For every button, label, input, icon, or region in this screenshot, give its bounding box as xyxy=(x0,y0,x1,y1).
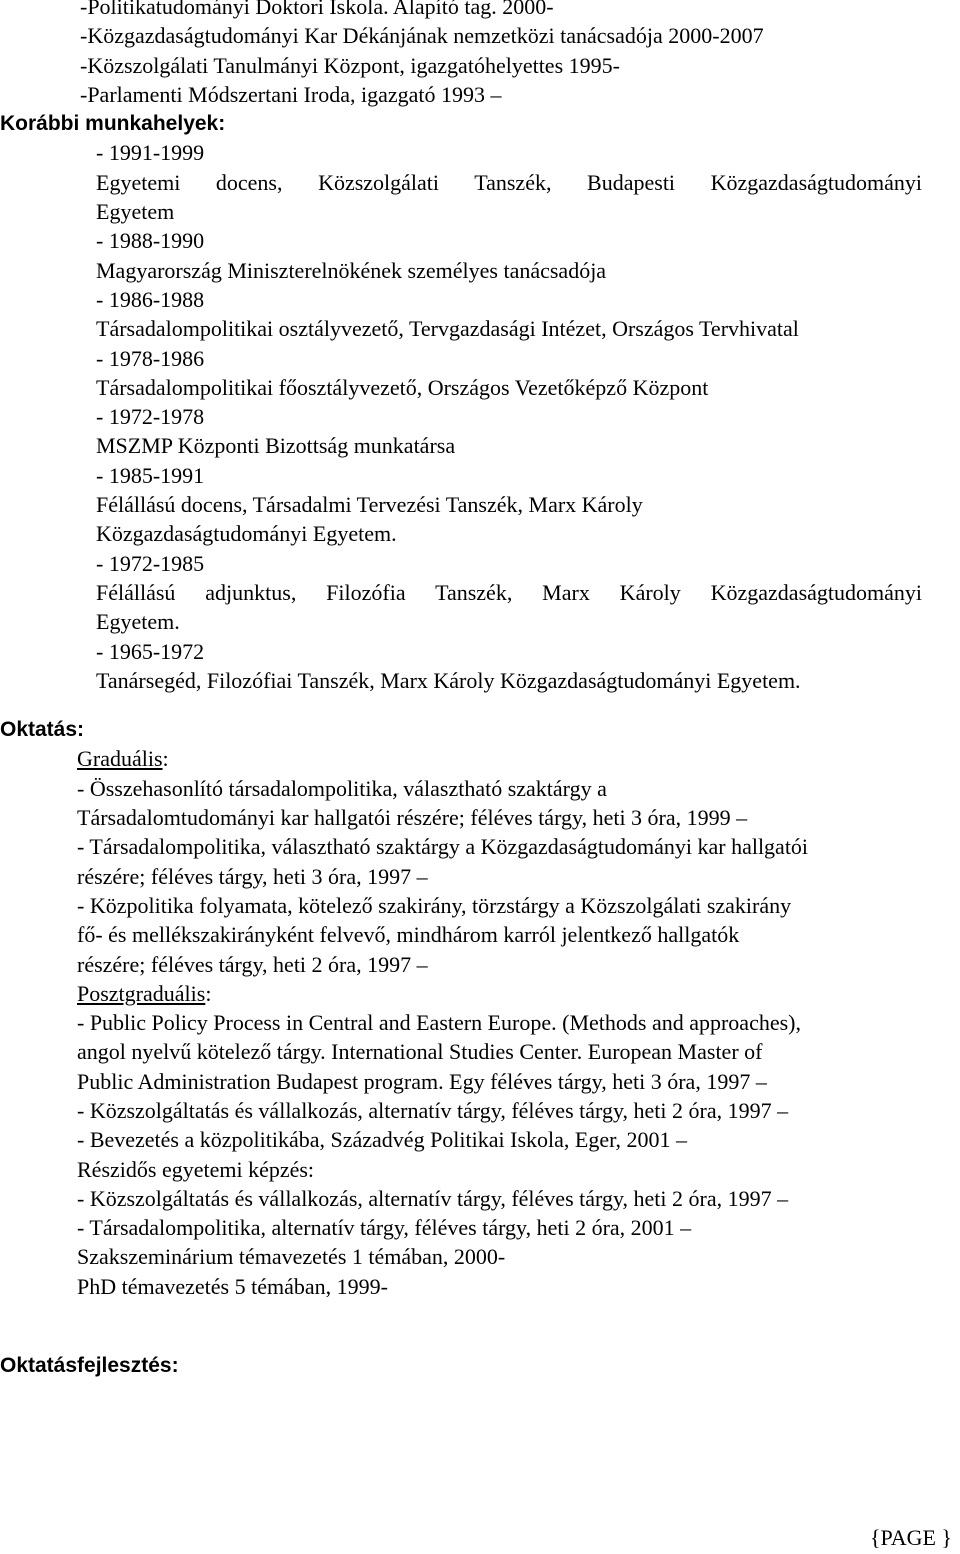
job-description: Társadalompolitikai osztályvezető, Tervgazdasági Intézet, Országos Tervhivatal xyxy=(96,316,799,342)
course-line: részére; féléves tárgy, heti 3 óra, 1997 – xyxy=(77,863,428,889)
course-line: - Társadalompolitika, választható szaktárgy a Közgazdaságtudományi kar hallgatói xyxy=(77,834,809,860)
course-line: részére; féléves tárgy, heti 2 óra, 1997 – xyxy=(77,951,428,977)
course-line: Public Administration Budapest program. Egy féléves tárgy, heti 3 óra, 1997 – xyxy=(77,1068,767,1094)
oktatasfejlesztes-heading: Oktatásfejlesztés: xyxy=(0,1354,179,1378)
job-entry xyxy=(0,402,960,461)
job-entry xyxy=(0,461,960,549)
postgraduate-label-line xyxy=(0,979,960,1008)
korabbi-section xyxy=(0,109,960,695)
job-description: MSZMP Központi Bizottság munkatársa xyxy=(96,433,456,459)
course-line: angol nyelvű kötelező tárgy. International Studies Center. European Master of xyxy=(77,1039,763,1065)
job-entry xyxy=(0,344,960,403)
postgraduate-colon: : xyxy=(205,980,212,1006)
course-line: - Public Policy Process in Central and Eastern Europe. (Methods and approaches), xyxy=(77,1010,801,1036)
course-line: - Társadalompolitika, alternatív tárgy, féléves tárgy, heti 2 óra, 2001 – xyxy=(77,1215,692,1241)
job-description: Egyetemi docens, Közszolgálati Tanszék, Budapesti Közgazdaságtudományi xyxy=(96,169,922,195)
job-description: Félállású docens, Társadalmi Tervezési Tanszék, Marx Károly xyxy=(96,492,643,518)
job-years: - 1986-1988 xyxy=(96,286,205,312)
job-entry xyxy=(0,285,960,344)
job-years: - 1985-1991 xyxy=(96,462,205,488)
parttime-label: Részidős egyetemi képzés: xyxy=(77,1156,315,1182)
job-entry xyxy=(0,138,960,226)
course-line: - Közszolgáltatás és vállalkozás, alternatív tárgy, féléves tárgy, heti 2 óra, 1997 – xyxy=(77,1185,789,1211)
job-years: - 1972-1985 xyxy=(96,550,205,576)
postgraduate-label: Posztgraduális xyxy=(77,980,206,1006)
course-line: Társadalomtudományi kar hallgatói részére; féléves tárgy, heti 3 óra, 1999 – xyxy=(77,805,748,831)
job-years: - 1991-1999 xyxy=(96,140,205,166)
graduate-label-line xyxy=(0,744,960,773)
job-years: - 1972-1978 xyxy=(96,404,205,430)
job-description-cont: Egyetem xyxy=(96,199,175,225)
job-description-cont: Közgazdaságtudományi Egyetem. xyxy=(96,521,397,547)
course-line: - Összehasonlító társadalompolitika, választható szaktárgy a xyxy=(77,775,607,801)
course-line: Szakszeminárium témavezetés 1 témában, 2000- xyxy=(77,1244,506,1270)
course-line: - Bevezetés a közpolitikába, Századvég Politikai Iskola, Eger, 2001 – xyxy=(77,1127,688,1153)
header-line: -Parlamenti Módszertani Iroda, igazgató 1993 – xyxy=(80,81,502,107)
oktatas-section xyxy=(0,715,960,1301)
job-years: - 1978-1986 xyxy=(96,345,205,371)
header-line: -Közszolgálati Tanulmányi Központ, igazgatóhelyettes 1995- xyxy=(80,52,620,78)
korabbi-heading: Korábbi munkahelyek: xyxy=(0,112,226,136)
course-line: fő- és mellékszakirányként felvevő, mindhárom karról jelentkező hallgatók xyxy=(77,922,740,948)
job-entry xyxy=(0,637,960,696)
job-description: Félállású adjunktus, Filozófia Tanszék, Marx Károly Közgazdaságtudományi xyxy=(96,579,922,605)
oktatasfejlesztes-section xyxy=(0,1351,960,1380)
course-line: - Közszolgáltatás és vállalkozás, alternatív tárgy, féléves tárgy, heti 2 óra, 1997 – xyxy=(77,1097,789,1123)
job-description: Társadalompolitikai főosztályvezető, Országos Vezetőképző Központ xyxy=(96,374,709,400)
course-line: - Közpolitika folyamata, kötelező szakirány, törzstárgy a Közszolgálati szakirány xyxy=(77,892,792,918)
oktatas-heading: Oktatás: xyxy=(0,718,85,742)
page-number-field: {PAGE } xyxy=(869,1525,952,1550)
job-entry xyxy=(0,226,960,285)
header-line: -Politikatudományi Doktori Iskola. Alapító tag. 2000- xyxy=(80,0,554,19)
job-description-cont: Egyetem. xyxy=(96,609,180,635)
job-entry xyxy=(0,549,960,637)
job-description: Tanársegéd, Filozófiai Tanszék, Marx Károly Közgazdaságtudományi Egyetem. xyxy=(96,667,801,693)
graduate-label: Graduális xyxy=(77,746,163,772)
course-line: PhD témavezetés 5 témában, 1999- xyxy=(77,1273,388,1299)
header-lines xyxy=(0,0,960,109)
job-years: - 1988-1990 xyxy=(96,228,205,254)
job-years: - 1965-1972 xyxy=(96,638,205,664)
job-description: Magyarország Miniszterelnökének személyes tanácsadója xyxy=(96,257,607,283)
graduate-colon: : xyxy=(162,746,169,772)
header-line: -Közgazdaságtudományi Kar Dékánjának nemzetközi tanácsadója 2000-2007 xyxy=(80,23,764,49)
